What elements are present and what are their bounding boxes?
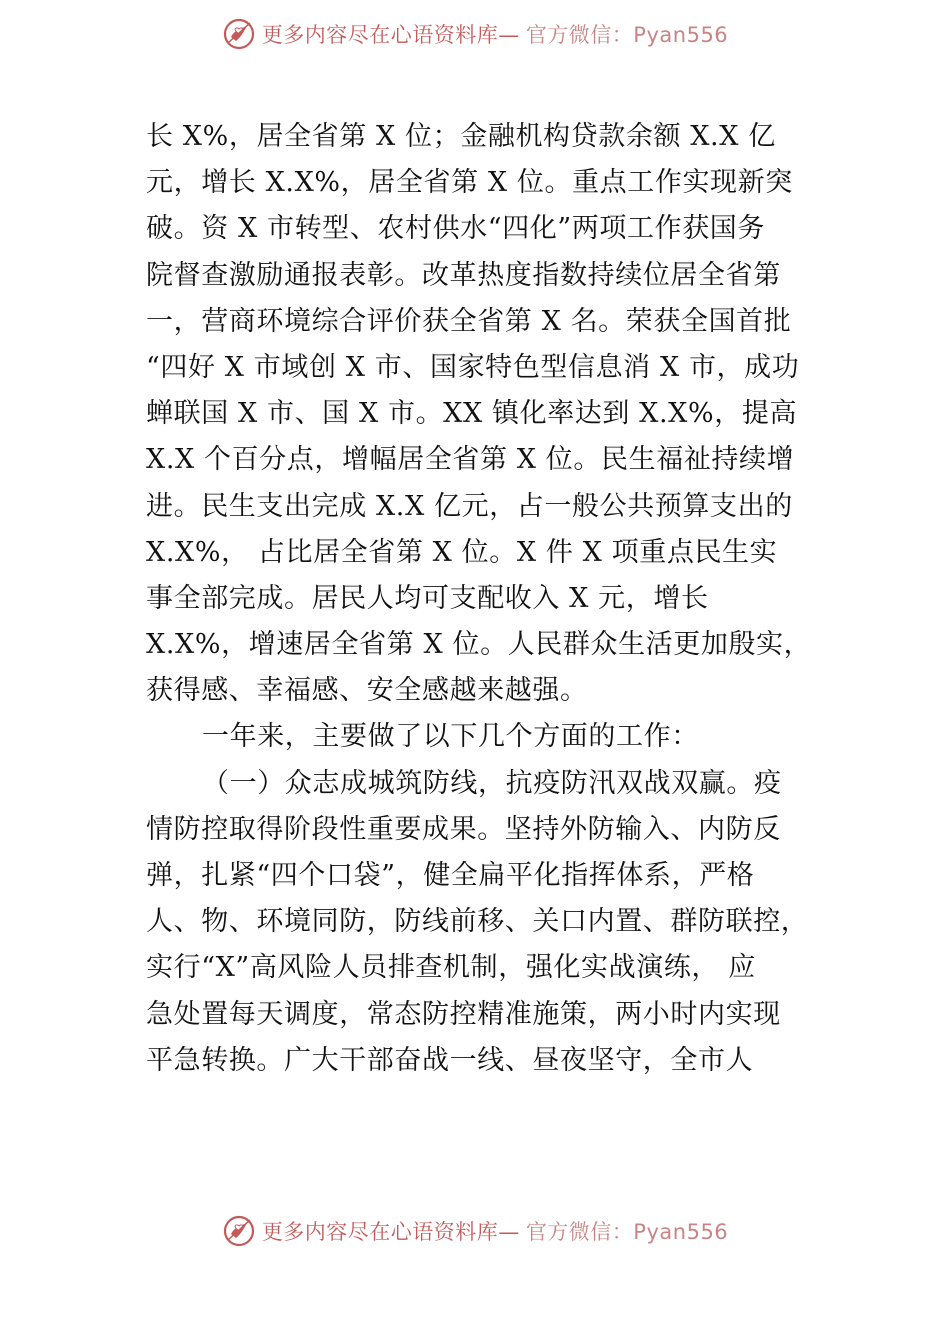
text-line: X.X 个百分点，增幅居全省第 X 位。民生福祉持续增	[146, 444, 795, 476]
text-line: 事全部完成。居民人均可支配收入 X 元，增长	[146, 582, 709, 614]
watermark-site-text: 更多内容尽在心语资料库—	[261, 23, 520, 47]
text-line: 人、物、环境同防，防线前移、关口内置、群防联控，	[146, 906, 809, 938]
paragraph-first-line: 一年来，主要做了以下几个方面的工作：	[202, 721, 699, 753]
section-heading-line: （一）众志成城筑防线，抗疫防汛双战双赢。疫	[202, 767, 782, 799]
book-heart-logo-icon	[222, 17, 256, 51]
footer-watermark	[0, 1211, 950, 1251]
text-line: X.X%，增速居全省第 X 位。人民群众生活更加殷实，	[146, 629, 812, 661]
text-line: 蝉联国 X 市、国 X 市。XX 镇化率达到 X.X%，提高	[146, 398, 798, 430]
text-line: 一，营商环境综合评价获全省第 X 名。荣获全国首批	[146, 305, 792, 337]
text-line: 情防控取得阶段性重要成果。坚持外防输入、内防反	[146, 813, 781, 845]
header-watermark	[0, 14, 950, 54]
watermark-wechat-text: 官方微信：Pyan556	[525, 23, 729, 47]
text-line: 急处置每天调度，常态防控精准施策，两小时内实现	[146, 998, 781, 1030]
text-line: 弹，扎紧“四个口袋”，健全扁平化指挥体系，严格	[146, 860, 755, 891]
document-body	[146, 114, 836, 1084]
watermark-site-text: 更多内容尽在心语资料库—	[261, 1220, 520, 1244]
text-line: 元，增长 X.X%，居全省第 X 位。重点工作实现新突	[146, 167, 793, 199]
text-line: X.X%， 占比居全省第 X 位。X 件 X 项重点民生实	[146, 536, 778, 568]
book-heart-logo-icon	[222, 1214, 256, 1248]
text-line: 进。民生支出完成 X.X 亿元，占一般公共预算支出的	[146, 490, 793, 522]
text-line: 平急转换。广大干部奋战一线、昼夜坚守，全市人	[146, 1044, 754, 1076]
text-line: 实行“X”高风险人员排查机制，强化实战演练， 应	[146, 952, 756, 984]
watermark-wechat-text: 官方微信：Pyan556	[525, 1220, 729, 1244]
text-line: 破。资 X 市转型、农村供水“四化”两项工作获国务	[146, 213, 765, 245]
text-line: 获得感、幸福感、安全感越来越强。	[146, 675, 588, 707]
text-line: 长 X%，居全省第 X 位；金融机构贷款余额 X.X 亿	[146, 121, 776, 152]
text-line: “四好 X 市域创 X 市、国家特色型信息消 X 市，成功	[146, 351, 800, 383]
text-line: 院督查激励通报表彰。改革热度指数持续位居全省第	[146, 259, 781, 291]
